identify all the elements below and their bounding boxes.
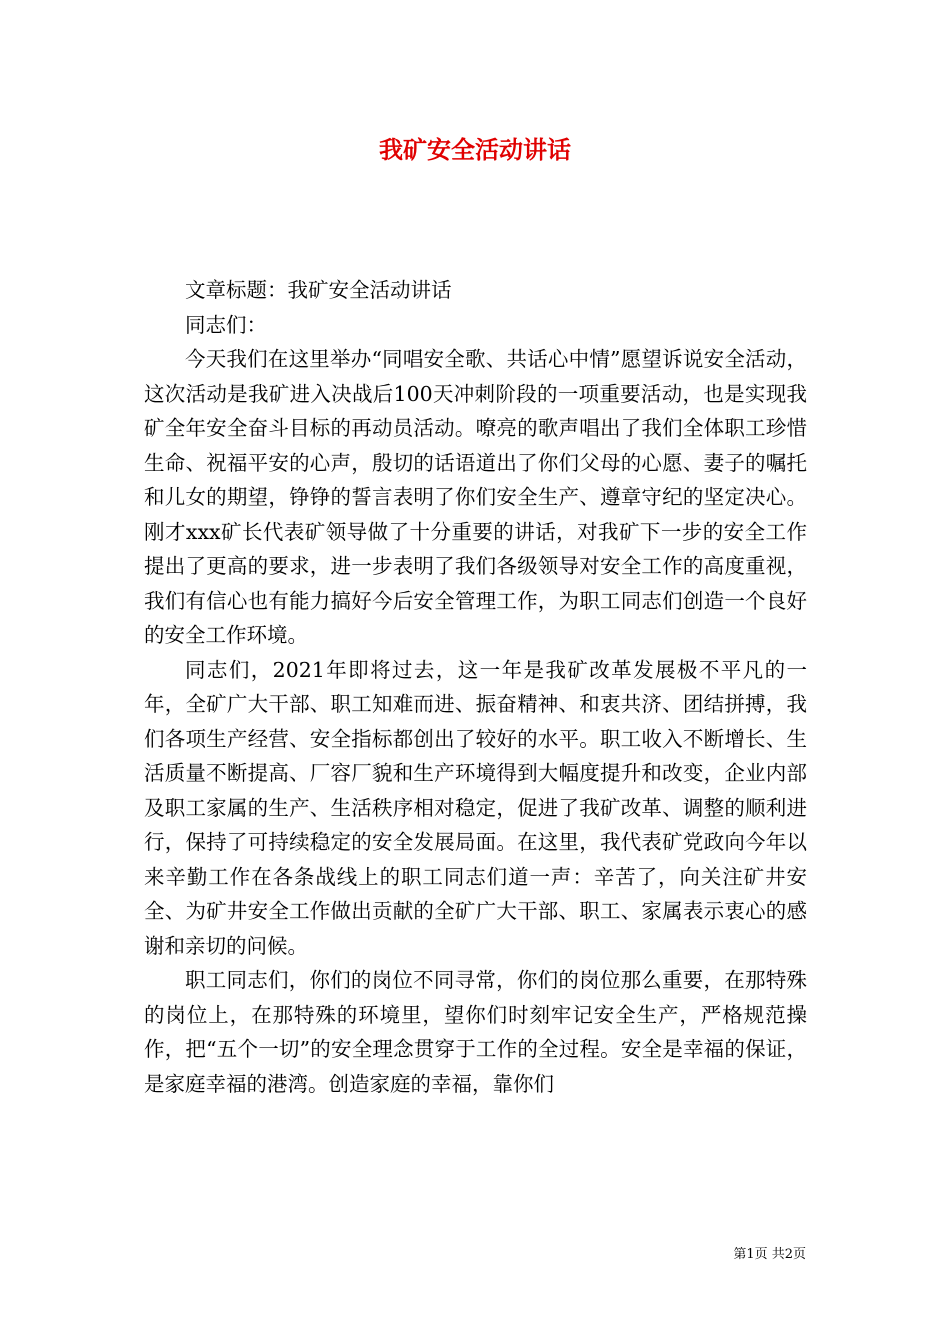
paragraph: 职工同志们，你们的岗位不同寻常，你们的岗位那么重要，在那特殊的岗位上，在那特殊的环境里，望你们时刻牢记安全生产，严格规范操作，把“五个一切”的安全理念贯穿于工作的全过程。安全是幸福的保证，是家庭幸福的港湾。创造家庭的幸福，靠你们 <box>144 968 807 1096</box>
salutation: 同志们： <box>185 312 267 337</box>
page-number: 第1页 共2页 <box>733 1247 806 1262</box>
paragraph: 同志们，2021年即将过去，这一年是我矿改革发展极不平凡的一年，全矿广大干部、职工知难而进、振奋精神、和衷共济、团结拼搏，我们各项生产经营、安全指标都创出了较好的水平。职工收入不断增长、生活质量不断提高、厂容厂貌和生产环境得到大幅度提升和改变，企业内部及职工家属的生产、生活秩序相对稳定，促进了我矿改革、调整的顺利进行，保持了可持续稳定的安全发展局面。在这里，我代表矿党政向今年以来辛勤工作在各条战线上的职工同志们道一声：辛苦了，向关注矿井安全、为矿井安全工作做出贡献的全矿广大干部、职工、家属表示衷心的感谢和亲切的问候。 <box>144 657 807 958</box>
document-body <box>144 273 807 1101</box>
paragraph: 今天我们在这里举办“同唱安全歌、共话心中情”愿望诉说安全活动，这次活动是我矿进入决战后100天冲刺阶段的一项重要活动，也是实现我矿全年安全奋斗目标的再动员活动。嘹亮的歌声唱出了我们全体职工珍惜生命、祝福平安的心声，殷切的话语道出了你们父母的心愿、妻子的嘱托和儿女的期望，铮铮的誓言表明了你们安全生产、遵章守纪的坚定决心。刚才xxx矿长代表矿领导做了十分重要的讲话，对我矿下一步的安全工作提出了更高的要求，进一步表明了我们各级领导对安全工作的高度重视，我们有信心也有能力搞好今后安全管理工作，为职工同志们创造一个良好的安全工作环境。 <box>144 347 807 647</box>
document-title: 我矿安全活动讲话 <box>379 135 571 164</box>
article-title-line: 文章标题：我矿安全活动讲话 <box>185 278 452 302</box>
